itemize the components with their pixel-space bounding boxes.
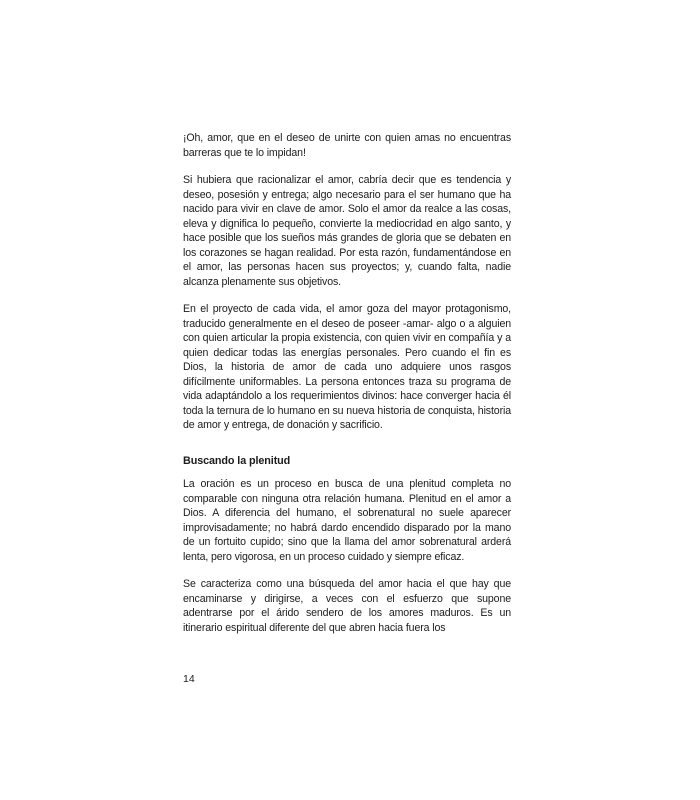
paragraph: En el proyecto de cada vida, el amor goza del mayor protagonismo, traducido generalmente en el deseo de poseer -amar- algo o a alguien con quien articular la propia existencia, con quien vivir en compañía y a quien dedicar todas las energías personales. Pero cuando el fin es Dios, la historia de amor de cada uno adquiere unos rasgos difícilmente uniformables. La persona entonces traza su programa de vida adaptándolo a los requerimientos divinos: hace converger hacia él toda la ternura de lo humano en su nueva historia de conquista, historia de amor y entrega, de donación y sacrificio. [183,303,511,431]
paragraph: Se caracteriza como una búsqueda del amor hacia el que hay que encaminarse y dirigirse, a veces con el esfuerzo que supone adentrarse por el árido sendero de los amores maduros. Es un itinerario espiritual diferente del que abren hacia fuera los [183,578,511,634]
paragraph: ¡Oh, amor, que en el deseo de unirte con quien amas no encuentras barreras que te lo impidan! [183,132,511,159]
section-heading: Buscando la plenitud [183,454,291,467]
page-number: 14 [183,673,195,685]
text-block [183,131,511,648]
paragraph: La oración es un proceso en busca de una plenitud completa no comparable con ninguna otra relación humana. Plenitud en el amor a Dios. A diferencia del humano, el sobrenatural no suele aparecer improvisadamente; no habrá dardo encendido disparado por la mano de un fortuito cupido; sino que la llama del amor sobrenatural arderá lenta, pero vigorosa, en un proceso cuidado y siempre eficaz. [183,478,511,563]
paragraph: Si hubiera que racionalizar el amor, cabría decir que es tendencia y deseo, posesión y entrega; algo necesario para el ser humano que ha nacido para vivir en clave de amor. Solo el amor da realce a las cosas, eleva y dignifica lo pequeño, convierte la mediocridad en algo santo, y hace posible que los sueños más grandes de gloria que se debaten en los corazones se hagan realidad. Por esta razón, fundamentándose en el amor, las personas hacen sus proyectos; y, cuando falta, nadie alcanza plenamente sus objetivos. [183,174,511,288]
